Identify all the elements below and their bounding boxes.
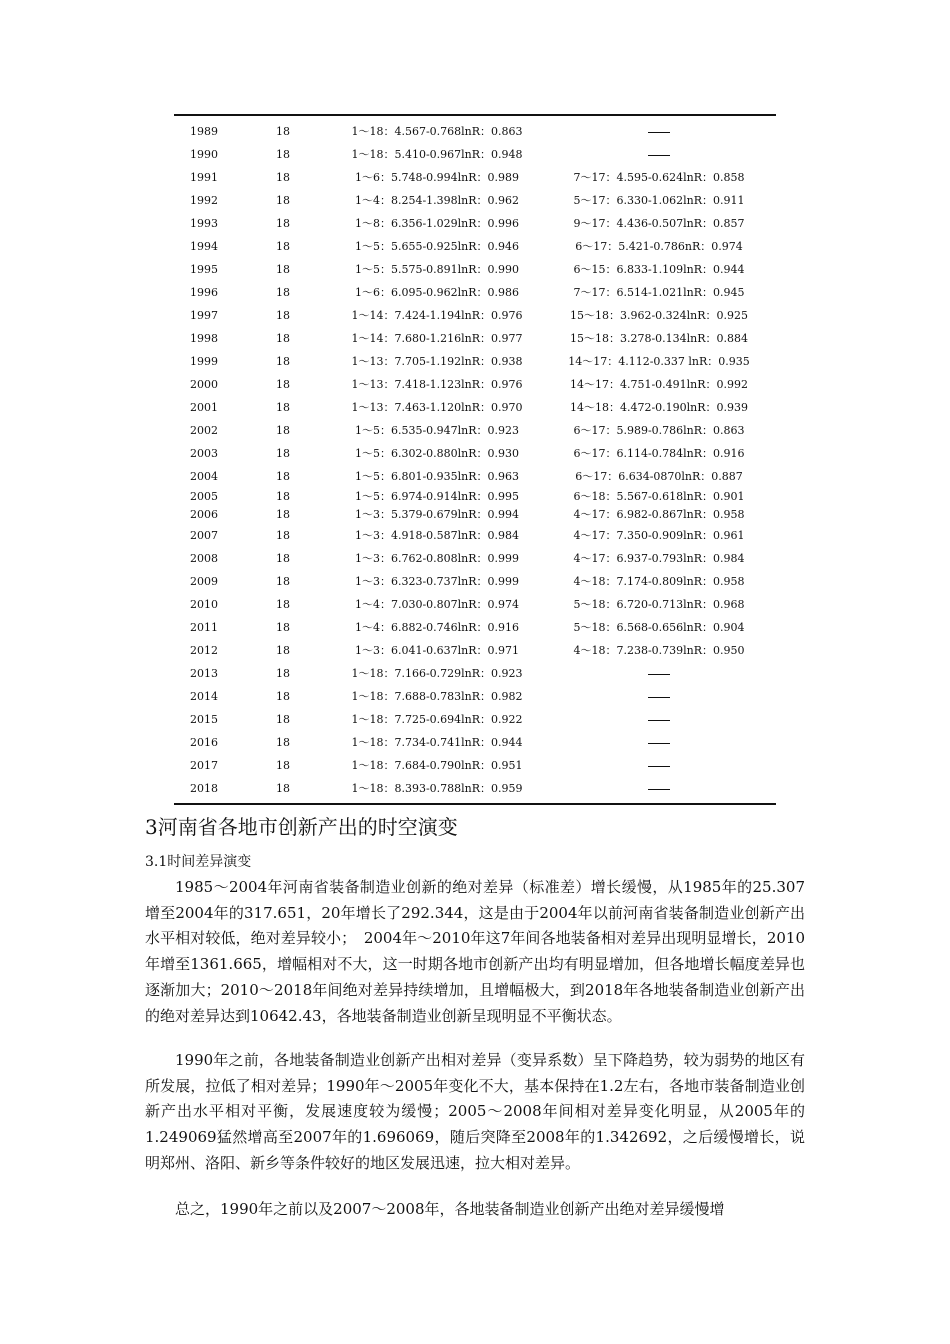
section-title: 3河南省各地市创新产出的时空演变 xyxy=(145,815,458,839)
segment-1-cell: 1～13：7.418-1.123lnR：0.976 xyxy=(351,378,523,391)
year-cell: 1992 xyxy=(190,194,218,207)
segment-2-cell xyxy=(554,754,764,777)
year-cell: 1990 xyxy=(190,148,218,161)
year-cell: 2011 xyxy=(190,621,218,634)
table-row xyxy=(174,166,776,189)
count-cell: 18 xyxy=(276,424,290,437)
table-row xyxy=(174,616,776,639)
segment-2-cell: 4～18：7.174-0.809lnR：0.958 xyxy=(573,575,745,588)
segment-2-cell: 14～18：4.472-0.190lnR：0.939 xyxy=(569,401,749,414)
segment-1-cell: 1～5：6.974-0.914lnR：0.995 xyxy=(354,490,520,503)
table-row xyxy=(174,488,776,506)
segment-1-cell: 1～18：7.734-0.741lnR：0.944 xyxy=(351,736,523,749)
table-row xyxy=(174,777,776,800)
count-cell: 18 xyxy=(276,782,290,795)
segment-1-cell: 1～5：6.801-0.935lnR：0.963 xyxy=(354,470,520,483)
year-cell: 1995 xyxy=(190,263,218,276)
empty-dash xyxy=(648,766,670,767)
empty-dash xyxy=(648,789,670,790)
segment-1-cell: 1～3：6.762-0.808lnR：0.999 xyxy=(354,552,520,565)
segment-2-cell: 15～18：3.962-0.324lnR：0.925 xyxy=(569,309,749,322)
year-cell: 1993 xyxy=(190,217,218,230)
count-cell: 18 xyxy=(276,644,290,657)
segment-1-cell: 1～6：5.748-0.994lnR：0.989 xyxy=(354,171,520,184)
segment-2-cell xyxy=(554,685,764,708)
regression-table xyxy=(174,114,776,805)
table-row xyxy=(174,235,776,258)
year-cell: 2012 xyxy=(190,644,218,657)
segment-1-cell: 1～3：5.379-0.679lnR：0.994 xyxy=(354,508,520,521)
year-cell: 2002 xyxy=(190,424,218,437)
table-row xyxy=(174,120,776,143)
segment-1-cell: 1～13：7.705-1.192lnR：0.938 xyxy=(351,355,523,368)
segment-1-cell: 1～8：6.356-1.029lnR：0.996 xyxy=(354,217,520,230)
year-cell: 1998 xyxy=(190,332,218,345)
segment-2-cell xyxy=(554,120,764,143)
year-cell: 2010 xyxy=(190,598,218,611)
subsection-title: 3.1时间差异演变 xyxy=(145,854,252,870)
count-cell: 18 xyxy=(276,490,290,503)
year-cell: 1989 xyxy=(190,125,218,138)
year-cell: 2009 xyxy=(190,575,218,588)
count-cell: 18 xyxy=(276,508,290,521)
table-row xyxy=(174,143,776,166)
segment-2-cell: 6～15：6.833-1.109lnR：0.944 xyxy=(573,263,745,276)
segment-1-cell: 1～18：7.688-0.783lnR：0.982 xyxy=(351,690,523,703)
paragraph-3-text: 总之，1990年之前以及2007～2008年，各地装备制造业创新产出绝对差异缓慢增 xyxy=(175,1200,725,1218)
year-cell: 1997 xyxy=(190,309,218,322)
segment-2-cell: 4～17：6.982-0.867lnR：0.958 xyxy=(573,508,745,521)
year-cell: 2005 xyxy=(190,490,218,503)
segment-2-cell: 6～17：5.989-0.786lnR：0.863 xyxy=(573,424,745,437)
segment-1-cell: 1～18：7.725-0.694lnR：0.922 xyxy=(351,713,523,726)
segment-1-cell: 1～4：6.882-0.746lnR：0.916 xyxy=(354,621,520,634)
table-row xyxy=(174,685,776,708)
count-cell: 18 xyxy=(276,736,290,749)
table-row xyxy=(174,708,776,731)
table-row xyxy=(174,524,776,547)
segment-1-cell: 1～18：4.567-0.768lnR：0.863 xyxy=(351,125,523,138)
count-cell: 18 xyxy=(276,401,290,414)
year-cell: 2013 xyxy=(190,667,218,680)
table-row xyxy=(174,189,776,212)
count-cell: 18 xyxy=(276,759,290,772)
count-cell: 18 xyxy=(276,125,290,138)
segment-1-cell: 1～18：5.410-0.967lnR：0.948 xyxy=(351,148,523,161)
year-cell: 2004 xyxy=(190,470,218,483)
table-row xyxy=(174,754,776,777)
segment-1-cell: 1～4：7.030-0.807lnR：0.974 xyxy=(354,598,520,611)
year-cell: 1999 xyxy=(190,355,218,368)
segment-1-cell: 1～18：7.166-0.729lnR：0.923 xyxy=(351,667,523,680)
year-cell: 1994 xyxy=(190,240,218,253)
table-row xyxy=(174,442,776,465)
segment-2-cell xyxy=(554,662,764,685)
year-cell: 2000 xyxy=(190,378,218,391)
segment-2-cell xyxy=(554,143,764,166)
paragraph-2-text: 1990年之前，各地装备制造业创新产出相对差异（变异系数）呈下降趋势，较为弱势的地区有所发展，拉低了相对差异；1990年～2005年变化不大，基本保持在1.2左右，各地市装备制造业创新产出水平相对平衡，发展速度较为缓慢；2005～2008年间相对差异变化明显，从2005年的1.249069猛然增高至2007年的1.696069，随后突降至2008年的1.342692，之后缓慢增长，说明郑州、洛阳、新乡等条件较好的地区发展迅速，拉大相对差异。 xyxy=(145,1051,805,1172)
segment-2-cell: 4～17：6.937-0.793lnR：0.984 xyxy=(573,552,745,565)
paragraph-3 xyxy=(145,1197,805,1223)
segment-1-cell: 1～5：6.535-0.947lnR：0.923 xyxy=(354,424,520,437)
table-row xyxy=(174,327,776,350)
count-cell: 18 xyxy=(276,263,290,276)
table-row xyxy=(174,281,776,304)
segment-2-cell: 4～17：7.350-0.909lnR：0.961 xyxy=(573,529,745,542)
segment-2-cell xyxy=(554,708,764,731)
segment-1-cell: 1～4：8.254-1.398lnR：0.962 xyxy=(354,194,520,207)
table-row xyxy=(174,593,776,616)
year-cell: 2015 xyxy=(190,713,218,726)
segment-1-cell: 1～14：7.424-1.194lnR：0.976 xyxy=(351,309,523,322)
count-cell: 18 xyxy=(276,667,290,680)
count-cell: 18 xyxy=(276,309,290,322)
paragraph-2 xyxy=(145,1048,805,1177)
table-row xyxy=(174,547,776,570)
empty-dash xyxy=(648,743,670,744)
table-row xyxy=(174,419,776,442)
count-cell: 18 xyxy=(276,355,290,368)
year-cell: 2003 xyxy=(190,447,218,460)
count-cell: 18 xyxy=(276,286,290,299)
segment-2-cell xyxy=(554,731,764,754)
count-cell: 18 xyxy=(276,378,290,391)
segment-2-cell: 6～17：5.421-0.786nR：0.974 xyxy=(575,240,743,253)
count-cell: 18 xyxy=(276,621,290,634)
count-cell: 18 xyxy=(276,447,290,460)
table-row xyxy=(174,396,776,419)
segment-2-cell: 7～17：4.595-0.624lnR：0.858 xyxy=(573,171,745,184)
segment-2-cell: 14～17：4.112-0.337 lnR：0.935 xyxy=(568,355,750,368)
segment-2-cell: 5～17：6.330-1.062lnR：0.911 xyxy=(573,194,745,207)
segment-1-cell: 1～3：6.323-0.737lnR：0.999 xyxy=(354,575,520,588)
segment-2-cell: 4～18：7.238-0.739lnR：0.950 xyxy=(573,644,745,657)
empty-dash xyxy=(648,155,670,156)
count-cell: 18 xyxy=(276,598,290,611)
year-cell: 2006 xyxy=(190,508,218,521)
segment-1-cell: 1～5：5.575-0.891lnR：0.990 xyxy=(354,263,520,276)
year-cell: 1996 xyxy=(190,286,218,299)
year-cell: 2018 xyxy=(190,782,218,795)
table-row xyxy=(174,662,776,685)
table-row xyxy=(174,304,776,327)
segment-2-cell: 14～17：4.751-0.491lnR：0.992 xyxy=(569,378,749,391)
table-row xyxy=(174,570,776,593)
count-cell: 18 xyxy=(276,470,290,483)
year-cell: 1991 xyxy=(190,171,218,184)
table-row xyxy=(174,731,776,754)
count-cell: 18 xyxy=(276,713,290,726)
year-cell: 2016 xyxy=(190,736,218,749)
count-cell: 18 xyxy=(276,529,290,542)
count-cell: 18 xyxy=(276,194,290,207)
segment-2-cell xyxy=(554,777,764,800)
segment-1-cell: 1～14：7.680-1.216lnR：0.977 xyxy=(351,332,523,345)
segment-1-cell: 1～13：7.463-1.120lnR：0.970 xyxy=(351,401,523,414)
table-row xyxy=(174,506,776,524)
segment-1-cell: 1～3：6.041-0.637lnR：0.971 xyxy=(354,644,520,657)
segment-2-cell: 9～17：4.436-0.507lnR：0.857 xyxy=(573,217,745,230)
year-cell: 2001 xyxy=(190,401,218,414)
paragraph-1 xyxy=(145,875,805,1029)
segment-1-cell: 1～18：8.393-0.788lnR：0.959 xyxy=(351,782,523,795)
segment-1-cell: 1～5：5.655-0.925lnR：0.946 xyxy=(354,240,520,253)
empty-dash xyxy=(648,720,670,721)
count-cell: 18 xyxy=(276,217,290,230)
count-cell: 18 xyxy=(276,171,290,184)
year-cell: 2008 xyxy=(190,552,218,565)
table-row xyxy=(174,258,776,281)
count-cell: 18 xyxy=(276,690,290,703)
segment-1-cell: 1～18：7.684-0.790lnR：0.951 xyxy=(351,759,523,772)
table-row xyxy=(174,639,776,662)
table-row xyxy=(174,465,776,488)
segment-2-cell: 5～18：6.720-0.713lnR：0.968 xyxy=(573,598,745,611)
segment-2-cell: 6～17：6.114-0.784lnR：0.916 xyxy=(573,447,745,460)
segment-2-cell: 7～17：6.514-1.021lnR：0.945 xyxy=(573,286,745,299)
paragraph-1-text: 1985～2004年河南省装备制造业创新的绝对差异（标准差）增长缓慢，从1985年的25.307增至2004年的317.651，20年增长了292.344，这是由于2004年以前河南省装备制造业创新产出水平相对较低，绝对差异较小； 2004年～2010年这7年间各地装备相对差异出现明显增长，2010年增至1361.665，增幅相对不大，这一时期各地市创新产出均有明显增加，但各地增长幅度差异也逐渐加大；2010～2018年间绝对差异持续增加，且增幅极大，到2018年各地装备制造业创新产出的绝对差异达到10642.43，各地装备制造业创新呈现明显不平衡状态。 xyxy=(145,878,805,1025)
year-cell: 2017 xyxy=(190,759,218,772)
segment-2-cell: 6～17：6.634-0870lnR：0.887 xyxy=(575,470,743,483)
empty-dash xyxy=(648,132,670,133)
table-bottom-rule xyxy=(174,803,776,805)
empty-dash xyxy=(648,697,670,698)
count-cell: 18 xyxy=(276,575,290,588)
segment-1-cell: 1～5：6.302-0.880lnR：0.930 xyxy=(354,447,520,460)
segment-2-cell: 6～18：5.567-0.618lnR：0.901 xyxy=(573,490,745,503)
count-cell: 18 xyxy=(276,240,290,253)
segment-1-cell: 1～3：4.918-0.587lnR：0.984 xyxy=(354,529,520,542)
table-row xyxy=(174,373,776,396)
table-row xyxy=(174,350,776,373)
segment-2-cell: 15～18：3.278-0.134lnR：0.884 xyxy=(569,332,749,345)
year-cell: 2007 xyxy=(190,529,218,542)
table-row xyxy=(174,212,776,235)
count-cell: 18 xyxy=(276,332,290,345)
segment-2-cell: 5～18：6.568-0.656lnR：0.904 xyxy=(573,621,745,634)
count-cell: 18 xyxy=(276,552,290,565)
year-cell: 2014 xyxy=(190,690,218,703)
empty-dash xyxy=(648,674,670,675)
table-body xyxy=(174,116,776,803)
count-cell: 18 xyxy=(276,148,290,161)
segment-1-cell: 1～6：6.095-0.962lnR：0.986 xyxy=(354,286,520,299)
